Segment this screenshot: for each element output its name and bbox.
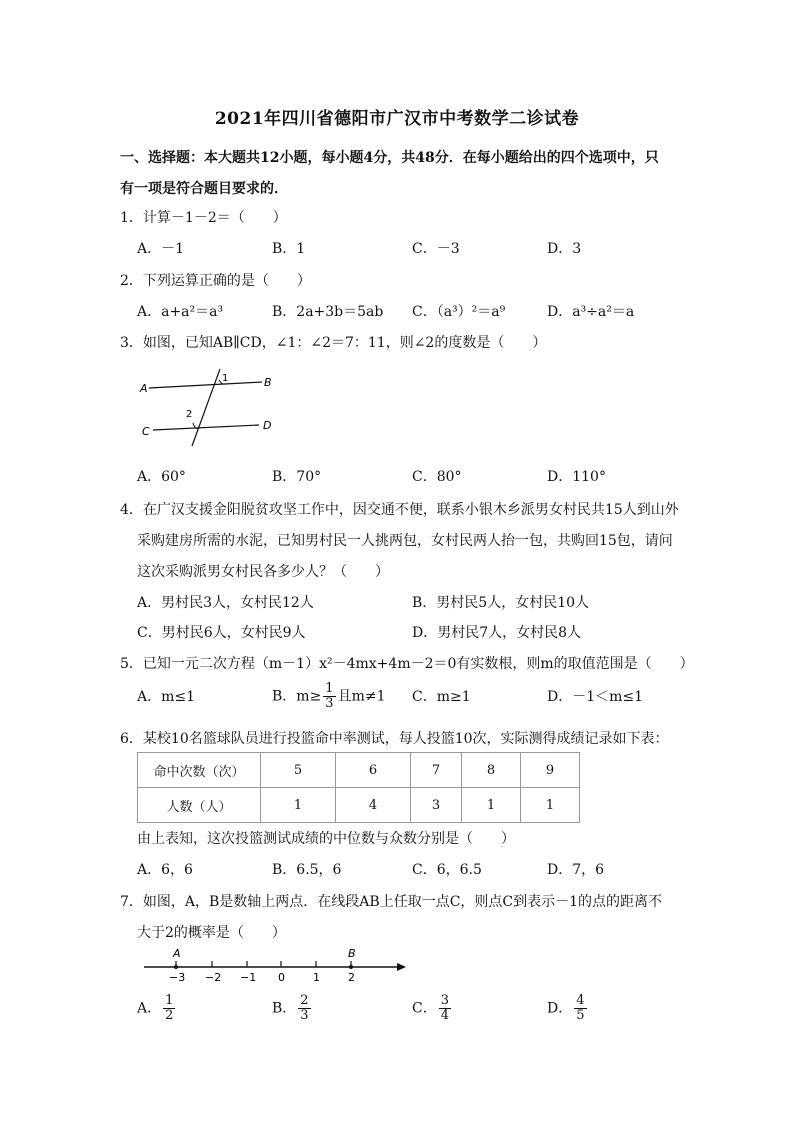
fraction-denominator: 3 — [325, 696, 334, 711]
question-4-line2: 采购建房所需的水泥，已知男村民一人挑两包，女村民两人抬一包，共购回15包，请问 — [137, 533, 673, 549]
tick-label: 1 — [313, 971, 320, 984]
table-cell: 9 — [521, 753, 580, 788]
point-a-dot — [174, 965, 178, 969]
q5-option-b[interactable] — [272, 682, 386, 711]
q3-option-b[interactable]: B．70° — [272, 469, 322, 485]
q2-option-c[interactable]: C．（a³）²＝a⁹ — [412, 304, 506, 320]
parallel-lines-figure — [137, 368, 287, 448]
fraction — [163, 994, 175, 1023]
fraction-numerator: 2 — [300, 993, 309, 1008]
q1-option-c[interactable]: C．－3 — [412, 241, 460, 257]
option-letter: D． — [547, 1000, 573, 1017]
table-cell: 4 — [336, 788, 411, 823]
fraction-numerator: 4 — [576, 993, 585, 1008]
line-cd — [153, 425, 259, 430]
question-2-stem: 2．下列运算正确的是（ ） — [120, 273, 311, 289]
fraction-numerator: 1 — [165, 993, 174, 1008]
q5-option-a[interactable]: A．m≤1 — [137, 689, 196, 705]
q3-option-d[interactable]: D．110° — [547, 469, 606, 485]
question-4-line3: 这次采购派男女村民各多少人？（ ） — [137, 564, 389, 580]
label-d: D — [263, 419, 272, 432]
question-2-options — [137, 301, 697, 323]
table-cell: 5 — [261, 753, 336, 788]
number-line-figure — [140, 945, 410, 987]
tick-label: −2 — [205, 971, 222, 984]
tick-label: −1 — [240, 971, 257, 984]
angle-2-label: 2 — [186, 409, 193, 420]
q6-option-d[interactable]: D．7，6 — [547, 862, 605, 878]
fraction-numerator: 3 — [440, 993, 449, 1008]
q6-option-c[interactable]: C．6，6.5 — [412, 862, 482, 878]
table-header-cell: 人数（人） — [138, 788, 261, 823]
q3-option-a[interactable]: A．60° — [137, 469, 186, 485]
option-letter: B． — [272, 1000, 297, 1017]
label-c: C — [142, 425, 150, 438]
q7-option-a[interactable] — [137, 994, 177, 1023]
q2-option-a[interactable]: A．a+a²＝a³ — [137, 304, 224, 320]
question-7-line2: 大于2的概率是（ ） — [137, 925, 286, 941]
q5-option-b-prefix: B．m≥ — [272, 688, 322, 705]
q5-option-d[interactable]: D．－1＜m≤1 — [547, 689, 644, 705]
angle-1-label: 1 — [222, 373, 229, 384]
point-a-label: A — [173, 947, 181, 960]
section-instructions-line1: 一、选择题：本大题共12小题，每小题4分，共48分．在每小题给出的四个选项中，只 — [120, 150, 659, 166]
fraction-denominator: 4 — [440, 1008, 449, 1023]
fraction-numerator: 1 — [325, 681, 334, 696]
fraction-denominator: 5 — [576, 1008, 585, 1023]
question-6-options — [137, 859, 697, 881]
score-table — [137, 752, 580, 823]
option-letter: C． — [412, 1000, 437, 1017]
point-b-label: B — [348, 947, 356, 960]
transversal-line — [192, 369, 220, 446]
question-6-stem: 6．某校10名篮球队员进行投篮命中率测试，每人投篮10次，实际测得成绩记录如下表： — [120, 731, 669, 747]
q4-option-b[interactable]: B．男村民5人，女村民10人 — [412, 595, 590, 611]
table-cell: 1 — [462, 788, 521, 823]
q1-option-b[interactable]: B．1 — [272, 241, 306, 257]
tick-label: 0 — [278, 971, 285, 984]
fraction-denominator: 2 — [165, 1008, 174, 1023]
fraction — [298, 994, 310, 1023]
table-header-cell: 命中次数（次） — [138, 753, 261, 788]
q4-option-d[interactable]: D．男村民7人，女村民8人 — [412, 625, 582, 641]
label-a: A — [140, 382, 148, 395]
question-5-options — [137, 682, 697, 712]
fraction — [574, 994, 586, 1023]
arrow-right-icon — [397, 963, 406, 971]
q2-option-d[interactable]: D．a³÷a²＝a — [547, 304, 635, 320]
table-row — [138, 788, 580, 823]
tick-marks — [176, 961, 351, 967]
question-4-line1: 4．在广汉支援金阳脱贫攻坚工作中，因交通不便，联系小银木乡派男女村民共15人到山外 — [120, 502, 679, 518]
question-3-options — [137, 466, 697, 488]
question-6-followup: 由上表知，这次投篮测试成绩的中位数与众数分别是（ ） — [137, 831, 515, 847]
q1-option-d[interactable]: D．3 — [547, 241, 582, 257]
question-1-stem: 1．计算－1－2＝（ ） — [120, 210, 287, 226]
table-cell: 1 — [261, 788, 336, 823]
question-3-stem: 3．如图，已知AB∥CD，∠1：∠2＝7：11，则∠2的度数是（ ） — [120, 335, 547, 351]
table-cell: 7 — [411, 753, 462, 788]
q7-option-d[interactable] — [547, 994, 589, 1023]
question-4-options-row2 — [137, 622, 697, 644]
question-4-options-row1 — [137, 592, 697, 614]
label-b: B — [264, 376, 272, 389]
table-cell: 8 — [462, 753, 521, 788]
q4-option-a[interactable]: A．男村民3人，女村民12人 — [137, 595, 314, 611]
q5-option-b-suffix: 且m≠1 — [337, 688, 386, 705]
q5-option-c[interactable]: C．m≥1 — [412, 689, 471, 705]
q6-option-a[interactable]: A．6，6 — [137, 862, 193, 878]
table-cell: 6 — [336, 753, 411, 788]
q1-option-a[interactable]: A．－1 — [137, 241, 185, 257]
fraction — [323, 682, 335, 711]
q7-option-c[interactable] — [412, 994, 453, 1023]
fraction — [439, 994, 451, 1023]
question-5-stem: 5．已知一元二次方程（m－1）x²－4mx+4m－2＝0有实数根，则m的取值范围是（ ） — [120, 656, 694, 672]
tick-label: −3 — [169, 971, 186, 984]
option-letter: A． — [137, 1000, 162, 1017]
q4-option-c[interactable]: C．男村民6人，女村民9人 — [137, 625, 306, 641]
question-7-options — [137, 994, 697, 1028]
question-1-options — [137, 238, 697, 260]
q6-option-b[interactable]: B．6.5，6 — [272, 862, 342, 878]
section-instructions-line2: 有一项是符合题目要求的． — [120, 181, 288, 197]
table-cell: 1 — [521, 788, 580, 823]
q7-option-b[interactable] — [272, 994, 313, 1023]
table-row — [138, 753, 580, 788]
tick-label: 2 — [348, 971, 355, 984]
fraction-denominator: 3 — [300, 1008, 309, 1023]
line-ab — [149, 382, 262, 388]
question-7-line1: 7．如图，A，B是数轴上两点．在线段AB上任取一点C，则点C到表示－1的点的距离不 — [120, 894, 663, 910]
table-cell: 3 — [411, 788, 462, 823]
point-b-dot — [349, 965, 353, 969]
q2-option-b[interactable]: B．2a+3b＝5ab — [272, 304, 384, 320]
page-title: 2021年四川省德阳市广汉市中考数学二诊试卷 — [214, 109, 580, 129]
q3-option-c[interactable]: C．80° — [412, 469, 462, 485]
